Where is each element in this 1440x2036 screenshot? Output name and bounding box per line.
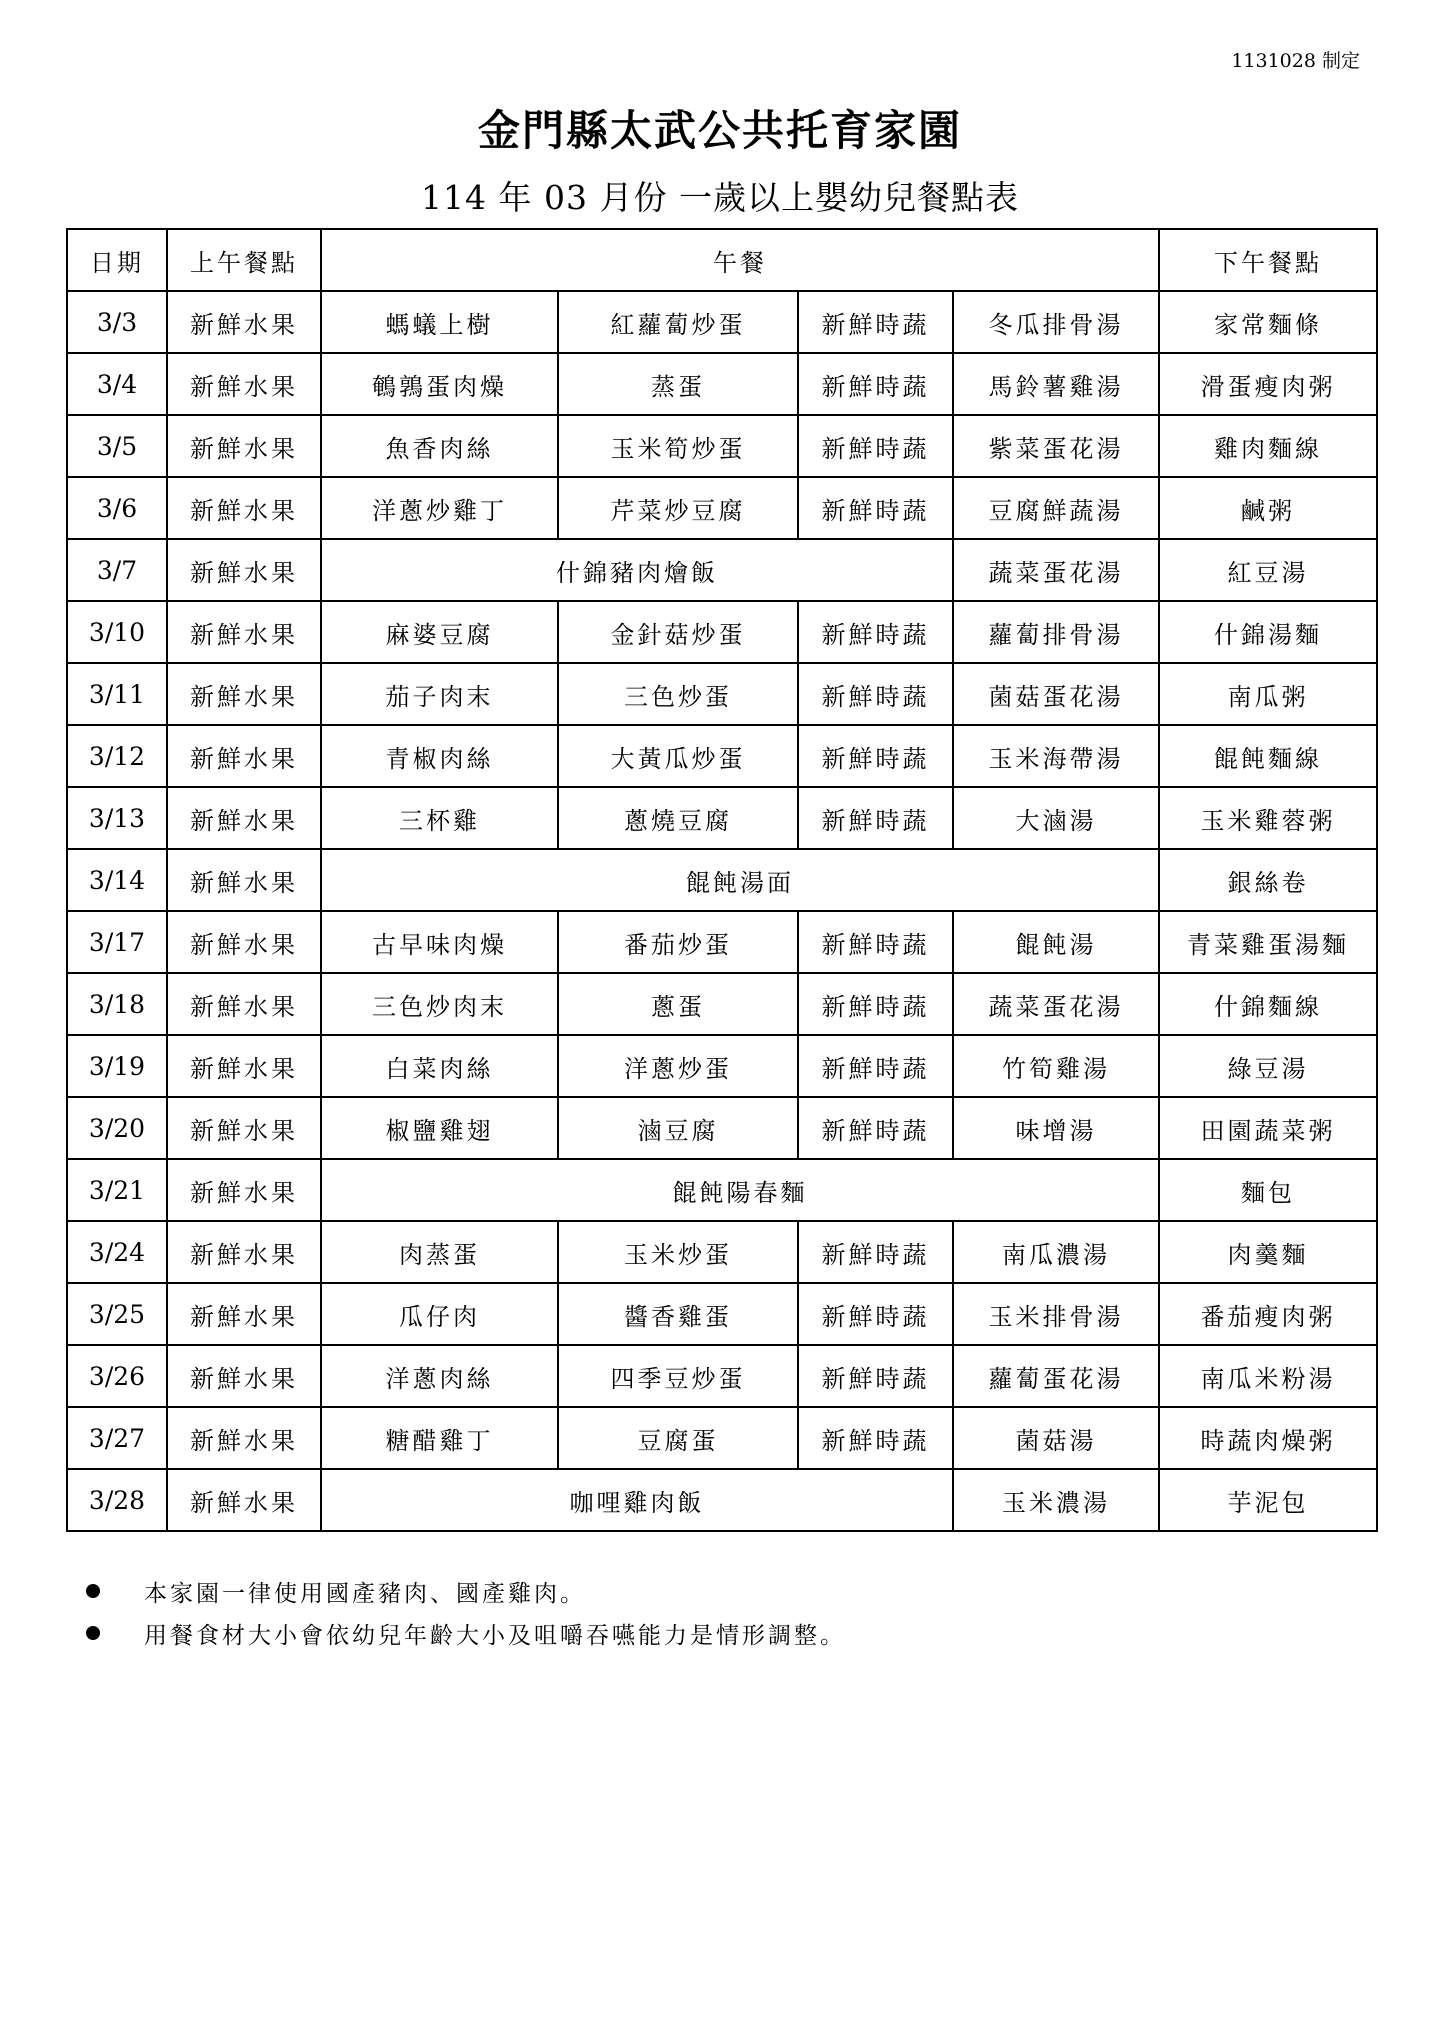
- am-snack-cell: 新鮮水果: [167, 1407, 321, 1469]
- am-snack-cell: 新鮮水果: [167, 1159, 321, 1221]
- bullet-icon: [86, 1584, 100, 1598]
- am-snack-cell: 新鮮水果: [167, 1221, 321, 1283]
- pm-snack-cell: 家常麵條: [1159, 291, 1377, 353]
- side-dish-cell: 滷豆腐: [558, 1097, 798, 1159]
- soup-cell: 玉米海帶湯: [953, 725, 1159, 787]
- vegetable-cell: 新鮮時蔬: [798, 415, 953, 477]
- date-cell: 3/17: [67, 911, 167, 973]
- side-dish-cell: 洋蔥炒蛋: [558, 1035, 798, 1097]
- vegetable-cell: 新鮮時蔬: [798, 911, 953, 973]
- main-dish-cell: 鵪鶉蛋肉燥: [321, 353, 558, 415]
- date-cell: 3/12: [67, 725, 167, 787]
- main-dish-cell: 椒鹽雞翅: [321, 1097, 558, 1159]
- pm-snack-cell: 南瓜米粉湯: [1159, 1345, 1377, 1407]
- side-dish-cell: 番茄炒蛋: [558, 911, 798, 973]
- page-title: 金門縣太武公共托育家園: [477, 106, 962, 155]
- header-lunch: 午餐: [321, 229, 1159, 291]
- pm-snack-cell: 肉羹麵: [1159, 1221, 1377, 1283]
- soup-cell: 豆腐鮮蔬湯: [953, 477, 1159, 539]
- table-row: [67, 601, 1377, 663]
- side-dish-cell: 四季豆炒蛋: [558, 1345, 798, 1407]
- date-cell: 3/10: [67, 601, 167, 663]
- am-snack-cell: 新鮮水果: [167, 353, 321, 415]
- vegetable-cell: 新鮮時蔬: [798, 973, 953, 1035]
- soup-cell: 菌菇湯: [953, 1407, 1159, 1469]
- main-dish-cell: 青椒肉絲: [321, 725, 558, 787]
- soup-cell: 味增湯: [953, 1097, 1159, 1159]
- vegetable-cell: 新鮮時蔬: [798, 787, 953, 849]
- pm-snack-cell: 滑蛋瘦肉粥: [1159, 353, 1377, 415]
- date-cell: 3/27: [67, 1407, 167, 1469]
- main-dish-cell: 肉蒸蛋: [321, 1221, 558, 1283]
- note-text: 本家園一律使用國產豬肉、國產雞肉。: [144, 1580, 586, 1607]
- vegetable-cell: 新鮮時蔬: [798, 1407, 953, 1469]
- table-row: [67, 291, 1377, 353]
- pm-snack-cell: 什錦湯麵: [1159, 601, 1377, 663]
- date-cell: 3/19: [67, 1035, 167, 1097]
- table-row: [67, 973, 1377, 1035]
- main-dish-cell: 三杯雞: [321, 787, 558, 849]
- pm-snack-cell: 紅豆湯: [1159, 539, 1377, 601]
- soup-cell: 菌菇蛋花湯: [953, 663, 1159, 725]
- soup-cell: 竹筍雞湯: [953, 1035, 1159, 1097]
- am-snack-cell: 新鮮水果: [167, 1035, 321, 1097]
- table-row: [67, 663, 1377, 725]
- am-snack-cell: 新鮮水果: [167, 663, 321, 725]
- pm-snack-cell: 餛飩麵線: [1159, 725, 1377, 787]
- am-snack-cell: 新鮮水果: [167, 1469, 321, 1531]
- vegetable-cell: 新鮮時蔬: [798, 1283, 953, 1345]
- vegetable-cell: 新鮮時蔬: [798, 353, 953, 415]
- side-dish-cell: 芹菜炒豆腐: [558, 477, 798, 539]
- date-cell: 3/6: [67, 477, 167, 539]
- date-cell: 3/21: [67, 1159, 167, 1221]
- main-dish-cell: 瓜仔肉: [321, 1283, 558, 1345]
- date-cell: 3/3: [67, 291, 167, 353]
- lunch-combined-cell: 餛飩陽春麵: [321, 1159, 1159, 1221]
- am-snack-cell: 新鮮水果: [167, 911, 321, 973]
- date-cell: 3/14: [67, 849, 167, 911]
- vegetable-cell: 新鮮時蔬: [798, 1097, 953, 1159]
- note-text: 用餐食材大小會依幼兒年齡大小及咀嚼吞嚥能力是情形調整。: [144, 1622, 846, 1649]
- vegetable-cell: 新鮮時蔬: [798, 1345, 953, 1407]
- pm-snack-cell: 番茄瘦肉粥: [1159, 1283, 1377, 1345]
- main-dish-cell: 洋蔥炒雞丁: [321, 477, 558, 539]
- side-dish-cell: 蔥蛋: [558, 973, 798, 1035]
- vegetable-cell: 新鮮時蔬: [798, 1221, 953, 1283]
- soup-cell: 餛飩湯: [953, 911, 1159, 973]
- vegetable-cell: 新鮮時蔬: [798, 1035, 953, 1097]
- table-row: [67, 477, 1377, 539]
- am-snack-cell: 新鮮水果: [167, 539, 321, 601]
- am-snack-cell: 新鮮水果: [167, 1345, 321, 1407]
- table-row: [67, 1035, 1377, 1097]
- am-snack-cell: 新鮮水果: [167, 291, 321, 353]
- side-dish-cell: 醬香雞蛋: [558, 1283, 798, 1345]
- table-row: [67, 849, 1377, 911]
- date-cell: 3/13: [67, 787, 167, 849]
- pm-snack-cell: 綠豆湯: [1159, 1035, 1377, 1097]
- am-snack-cell: 新鮮水果: [167, 1283, 321, 1345]
- am-snack-cell: 新鮮水果: [167, 787, 321, 849]
- note-item: [86, 1612, 1336, 1654]
- soup-cell: 馬鈴薯雞湯: [953, 353, 1159, 415]
- main-dish-cell: 洋蔥肉絲: [321, 1345, 558, 1407]
- main-dish-cell: 古早味肉燥: [321, 911, 558, 973]
- vegetable-cell: 新鮮時蔬: [798, 477, 953, 539]
- date-cell: 3/24: [67, 1221, 167, 1283]
- date-cell: 3/4: [67, 353, 167, 415]
- header-pm-snack: 下午餐點: [1159, 229, 1377, 291]
- side-dish-cell: 大黃瓜炒蛋: [558, 725, 798, 787]
- side-dish-cell: 紅蘿蔔炒蛋: [558, 291, 798, 353]
- soup-cell: 蔬菜蛋花湯: [953, 973, 1159, 1035]
- pm-snack-cell: 銀絲卷: [1159, 849, 1377, 911]
- side-dish-cell: 三色炒蛋: [558, 663, 798, 725]
- vegetable-cell: 新鮮時蔬: [798, 663, 953, 725]
- document-id: 1131028 制定: [1231, 50, 1360, 72]
- pm-snack-cell: 田園蔬菜粥: [1159, 1097, 1377, 1159]
- soup-cell: 蔬菜蛋花湯: [953, 539, 1159, 601]
- vegetable-cell: 新鮮時蔬: [798, 291, 953, 353]
- table-row: [67, 1345, 1377, 1407]
- notes-list: [86, 1570, 1336, 1654]
- vegetable-cell: 新鮮時蔬: [798, 601, 953, 663]
- am-snack-cell: 新鮮水果: [167, 725, 321, 787]
- date-cell: 3/26: [67, 1345, 167, 1407]
- table-row: [67, 415, 1377, 477]
- soup-cell: 冬瓜排骨湯: [953, 291, 1159, 353]
- soup-cell: 玉米排骨湯: [953, 1283, 1159, 1345]
- am-snack-cell: 新鮮水果: [167, 1097, 321, 1159]
- meal-table: [66, 228, 1378, 1532]
- am-snack-cell: 新鮮水果: [167, 849, 321, 911]
- pm-snack-cell: 芋泥包: [1159, 1469, 1377, 1531]
- table-header-row: [67, 229, 1377, 291]
- table-row: [67, 539, 1377, 601]
- pm-snack-cell: 鹹粥: [1159, 477, 1377, 539]
- am-snack-cell: 新鮮水果: [167, 477, 321, 539]
- main-dish-cell: 糖醋雞丁: [321, 1407, 558, 1469]
- am-snack-cell: 新鮮水果: [167, 973, 321, 1035]
- pm-snack-cell: 雞肉麵線: [1159, 415, 1377, 477]
- soup-cell: 蘿蔔排骨湯: [953, 601, 1159, 663]
- pm-snack-cell: 南瓜粥: [1159, 663, 1377, 725]
- table-row: [67, 911, 1377, 973]
- date-cell: 3/25: [67, 1283, 167, 1345]
- table-row: [67, 353, 1377, 415]
- soup-cell: 紫菜蛋花湯: [953, 415, 1159, 477]
- header-am-snack: 上午餐點: [167, 229, 321, 291]
- side-dish-cell: 蔥燒豆腐: [558, 787, 798, 849]
- date-cell: 3/5: [67, 415, 167, 477]
- soup-cell: 大滷湯: [953, 787, 1159, 849]
- soup-cell: 蘿蔔蛋花湯: [953, 1345, 1159, 1407]
- date-cell: 3/7: [67, 539, 167, 601]
- table-row: [67, 1221, 1377, 1283]
- pm-snack-cell: 什錦麵線: [1159, 973, 1377, 1035]
- main-dish-cell: 魚香肉絲: [321, 415, 558, 477]
- date-cell: 3/20: [67, 1097, 167, 1159]
- table-row: [67, 1283, 1377, 1345]
- am-snack-cell: 新鮮水果: [167, 601, 321, 663]
- am-snack-cell: 新鮮水果: [167, 415, 321, 477]
- date-cell: 3/18: [67, 973, 167, 1035]
- table-row: [67, 1407, 1377, 1469]
- header-date: 日期: [67, 229, 167, 291]
- table-row: [67, 1159, 1377, 1221]
- pm-snack-cell: 青菜雞蛋湯麵: [1159, 911, 1377, 973]
- vegetable-cell: 新鮮時蔬: [798, 725, 953, 787]
- bullet-icon: [86, 1626, 100, 1640]
- side-dish-cell: 豆腐蛋: [558, 1407, 798, 1469]
- soup-cell: 玉米濃湯: [953, 1469, 1159, 1531]
- table-row: [67, 725, 1377, 787]
- note-item: [86, 1570, 1336, 1612]
- table-row: [67, 787, 1377, 849]
- table-body: [67, 291, 1377, 1531]
- date-cell: 3/11: [67, 663, 167, 725]
- main-dish-cell: 白菜肉絲: [321, 1035, 558, 1097]
- lunch-combined-cell: 咖哩雞肉飯: [321, 1469, 953, 1531]
- lunch-combined-cell: 餛飩湯面: [321, 849, 1159, 911]
- main-dish-cell: 麻婆豆腐: [321, 601, 558, 663]
- side-dish-cell: 金針菇炒蛋: [558, 601, 798, 663]
- side-dish-cell: 玉米炒蛋: [558, 1221, 798, 1283]
- main-dish-cell: 茄子肉末: [321, 663, 558, 725]
- date-cell: 3/28: [67, 1469, 167, 1531]
- lunch-combined-cell: 什錦豬肉燴飯: [321, 539, 953, 601]
- pm-snack-cell: 時蔬肉燥粥: [1159, 1407, 1377, 1469]
- soup-cell: 南瓜濃湯: [953, 1221, 1159, 1283]
- pm-snack-cell: 玉米雞蓉粥: [1159, 787, 1377, 849]
- side-dish-cell: 玉米筍炒蛋: [558, 415, 798, 477]
- main-dish-cell: 三色炒肉末: [321, 973, 558, 1035]
- table-row: [67, 1097, 1377, 1159]
- main-dish-cell: 螞蟻上樹: [321, 291, 558, 353]
- table-row: [67, 1469, 1377, 1531]
- side-dish-cell: 蒸蛋: [558, 353, 798, 415]
- page-subtitle: 114 年 03 月份 一歲以上嬰幼兒餐點表: [421, 178, 1019, 217]
- pm-snack-cell: 麵包: [1159, 1159, 1377, 1221]
